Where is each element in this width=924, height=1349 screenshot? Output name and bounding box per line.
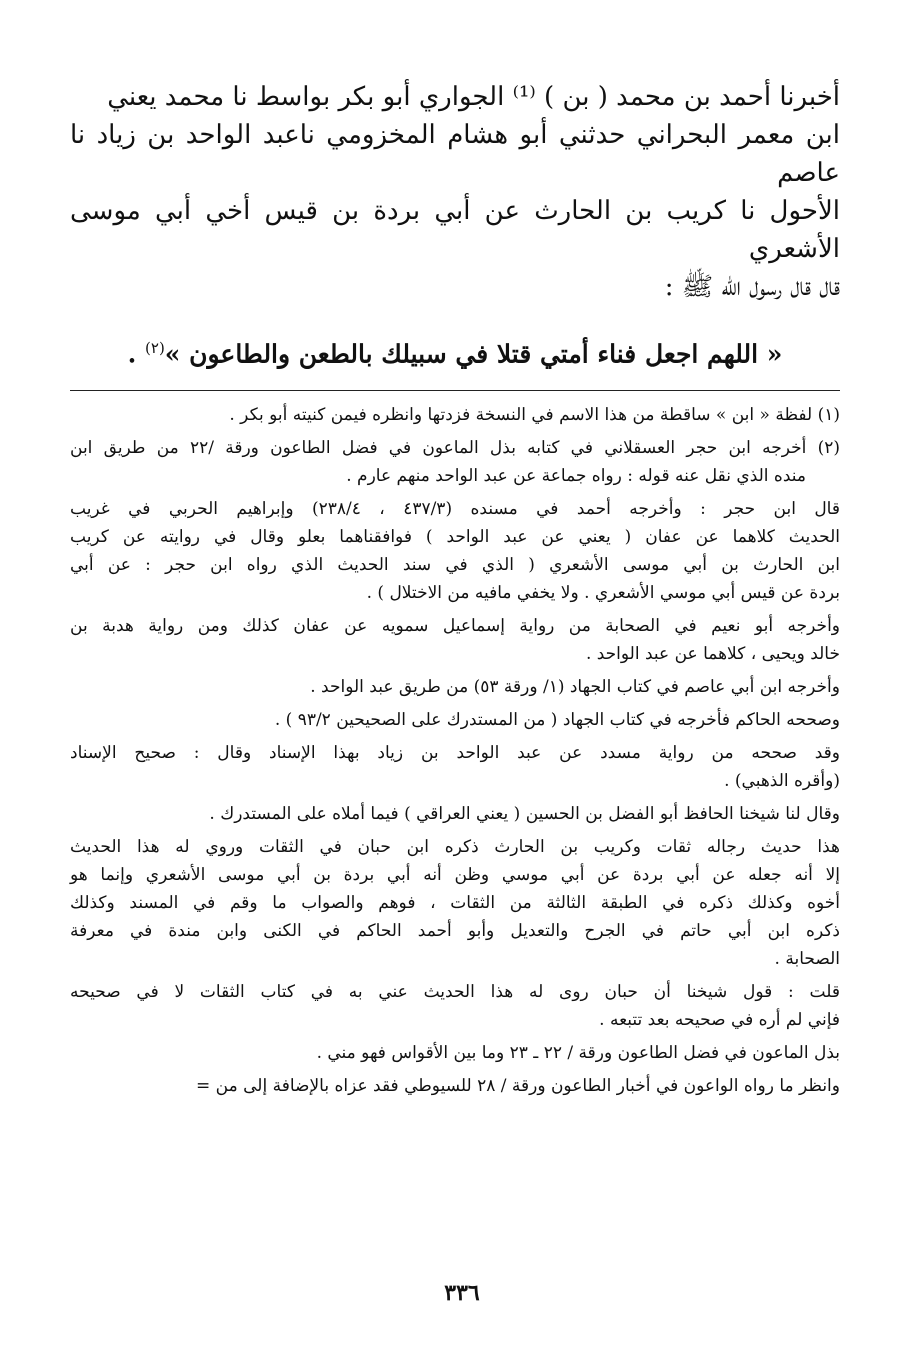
footnote-divider <box>70 390 840 391</box>
main-line: قال قال رسول الله ﷺ : <box>664 272 840 302</box>
footnote-line: وقال لنا شيخنا الحافظ أبو الفضل بن الحسين ( يعني العراقي ) فيما أملاه على المستدرك . <box>209 804 840 825</box>
footnote-line: بردة عن قيس أبي موسي الأشعري . ولا يخفي مافيه من الاختلال ) . <box>366 583 840 604</box>
footnote-line: وانظر ما رواه الواعون في أخبار الطاعون ورقة / ٢٨ للسيوطي فقد عزاه بالإضافة إلى من = <box>196 1076 840 1097</box>
footnote-line: فإني لم أره في صحيحه بعد تتبعه . <box>599 1010 840 1031</box>
footnote-line: وصححه الحاكم فأخرجه في كتاب الجهاد ( من المستدرك على الصحيحين ٩٣/٢ ) . <box>274 710 840 731</box>
main-line: الأحول نا كريب بن الحارث عن أبي بردة بن قيس أخي أبي موسى الأشعري <box>70 196 840 264</box>
footnote-line: وأخرجه أبو نعيم في الصحابة من رواية إسماعيل سمويه عن عفان كذلك ومن رواية هدبة بن <box>70 616 841 637</box>
footnote-paragraph <box>70 706 840 734</box>
footnote-1 <box>70 401 840 429</box>
main-text <box>70 78 840 306</box>
footnote-line: أخوه وكذلك ذكره في الطبقة الثالثة من الثقات ، فوهم والصواب ما وقم في المسند وكذلك <box>70 893 840 914</box>
footnote-line: وأخرجه ابن أبي عاصم في كتاب الجهاد (١/ ورقة ٥٣) من طريق عبد الواحد . <box>310 677 840 698</box>
footnote-2 <box>70 434 840 490</box>
footnote-paragraph <box>70 1039 840 1067</box>
footnote-line: وقد صححه من رواية مسدد عن عبد الواحد بن زياد بهذا الإسناد وقال : صحيح الإسناد <box>70 743 840 764</box>
footnote-line: منده الذي نقل عنه قوله : رواه جماعة عن عبد الواحد منهم عارم . <box>346 466 806 487</box>
footnote-line: قلت : قول شيخنا أن حبان روى له هذا الحديث عني به في كتاب الثقات لا في صحيحه <box>70 982 840 1003</box>
footnote-paragraph <box>70 673 840 701</box>
footnote-paragraph <box>70 612 840 668</box>
footnote-line: إلا أنه جعله عن أبي بردة عن أبي موسي وظن أنه أبي بردة بن أبي موسى الأشعري وإنما هو <box>70 865 840 886</box>
hadith-end: . <box>127 339 146 369</box>
footnote-line: ابن الحارث بن أبي موسى الأشعري ( الذي في سند الحديث الذي رواه ابن حجر : عن أبي <box>70 555 840 576</box>
page-number: ٣٣٦ <box>444 1280 480 1306</box>
footnote-line: ذكره ابن أبي حاتم في الجرح والتعديل وأبو أحمد الحاكم في الكنى وابن مندة في معرفة <box>70 921 840 942</box>
footnote-line: (٢) أخرجه ابن حجر العسقلاني في كتابه بذل الماعون في فضل الطاعون ورقة /٢٢ من طريق ابن <box>70 438 840 459</box>
footnote-paragraph <box>70 495 840 607</box>
footnote-paragraph <box>70 739 840 795</box>
footnote-line: قال ابن حجر : وأخرجه أحمد في مسنده (٤٣٧/٣ ، ٢٣٨/٤) وإبراهيم الحربي في غريب <box>70 499 840 520</box>
footnote-line: (١) لفظة « ابن » ساقطة من هذا الاسم في النسخة فزدتها وانظره فيمن كنيته أبو بكر . <box>229 405 840 426</box>
footnote-line: الصحابة . <box>774 949 840 970</box>
footnote-line: هذا حديث رجاله ثقات وكريب بن الحارث ذكره ابن حبان في الثقات وروي له هذا الحديث <box>70 837 840 858</box>
footnote-paragraph <box>70 833 840 973</box>
footnote-ref: (٢) <box>145 339 165 357</box>
main-line: ابن معمر البحراني حدثني أبو هشام المخزومي ناعبد الواحد بن زياد نا عاصم <box>70 120 840 188</box>
footnote-line: بذل الماعون في فضل الطاعون ورقة / ٢٢ ـ ٢٣ وما بين الأقواس فهو مني . <box>316 1043 840 1064</box>
footnote-paragraph <box>70 1072 840 1100</box>
footnote-line: الحديث كلاهما عن عفان ( يعني عن عبد الواحد ) فوافقناهما بعلو وقال في روايته عن كريب <box>70 527 840 548</box>
footnote-paragraph <box>70 978 840 1034</box>
hadith-text: « اللهم اجعل فناء أمتي قتلا في سبيلك بالطعن والطاعون » <box>164 339 783 369</box>
page-body <box>70 78 840 1105</box>
footnote-paragraph <box>70 800 840 828</box>
footnotes <box>70 401 840 1100</box>
main-line: أخبرنا أحمد بن محمد ( بن ) ⁽¹⁾ الجواري أبو بكر بواسط نا محمد يعني <box>107 82 840 112</box>
hadith-quote <box>70 328 840 374</box>
footnote-line: (وأقره الذهبي) . <box>724 771 840 792</box>
footnote-line: خالد ويحيى ، كلاهما عن عبد الواحد . <box>585 644 840 665</box>
